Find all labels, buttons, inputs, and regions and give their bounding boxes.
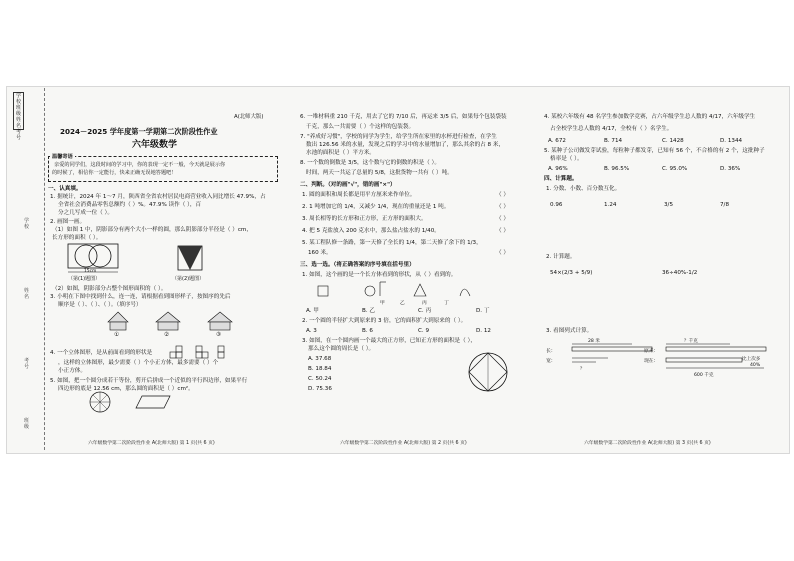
choice-3-option-b[interactable]: B. 18.84 (308, 366, 332, 372)
q2-part-2: （2）如图，阴影部分占整个图形面积的（ ）。 (52, 286, 167, 292)
diagram-2-label-b: 现在： (644, 359, 659, 364)
figure-segmented-circle (88, 390, 118, 414)
q7-line-2: 数出 126.56 米的水量，发现之后的学习中的水量增加了，那么其余的占 8 米， (306, 142, 505, 148)
page-2-footer: 六年级数学第二次阶段性作业 A(北师大版) 第 2 页(共 6 页) (340, 441, 467, 446)
choice-3-option-a[interactable]: A. 37.68 (308, 356, 332, 362)
q5-option-c[interactable]: C. 95.0% (662, 166, 688, 172)
choice-3-line-2: 那么这个圆的周长是（ ）。 (308, 346, 375, 352)
figure-square-in-circle (468, 352, 512, 396)
calc-1-item-2: 1.24 (604, 202, 617, 208)
q5-line-2: 格率是（ ）。 (550, 156, 583, 162)
q5-option-a[interactable]: A. 96% (548, 166, 568, 172)
figure-2-caption: （第(2)题图） (172, 276, 205, 282)
choice-1-option-d[interactable]: D. 丁 (476, 308, 490, 314)
diagram-2-total: 600 千克 (694, 373, 714, 378)
q4-line-1: 4. 一个立体图形，是从前面看到的形状是 (50, 350, 153, 356)
judge-4: 4. 把 5 克盐放入 200 克水中，那么盐占盐水的 1/40。 (302, 228, 440, 234)
q6-line-2: 千克，那么一共需要（ ）个这样的包装袋。 (306, 124, 415, 130)
judge-4-answer[interactable]: （ ） (496, 228, 509, 234)
choice-3-line-1: 3. 如图，在一个圆内画一个最大的正方形，已知正方形的面积是（ ）， (302, 338, 476, 344)
q3-line-1: 3. 小明在下图中找到什么，连一连，请根据看到图形样子，按图序的先后 (50, 294, 231, 300)
q7-line-3: 水池的面积是（ ）平方米。 (306, 150, 375, 156)
diagram-1-label-b: 宽： (546, 359, 556, 364)
figure-parallelogram (132, 394, 172, 410)
binding-label-school: 学校 (24, 218, 30, 230)
choice-2-option-a[interactable]: A. 3 (306, 328, 317, 334)
intro-badge: 温馨寄语 (52, 154, 73, 160)
section-4-heading: 四、计算题。 (544, 176, 578, 182)
binding-tag: 学校班级姓名考号 (13, 92, 24, 130)
calc-1-item-3: 3/5 (664, 202, 674, 208)
q5-line-2: 四边形的底是 12.56 cm，那么圆的面积是（ ）cm²。 (58, 386, 194, 392)
q1-line-2: 全省社会消费品零售总额约（ ）%。47.9% 读作（ ），百 (58, 202, 202, 208)
calc-1-item-4: 7/8 (720, 202, 730, 208)
edition-label: A(北师大版) (234, 114, 264, 120)
binding-strip (8, 88, 45, 450)
judge-1-answer[interactable]: （ ） (496, 192, 509, 198)
judge-5-answer[interactable]: （ ） (496, 250, 509, 256)
diagram-2-percent: 40% (750, 363, 761, 368)
section-2-heading: 二、判断。（对的画"√"，错的画"×"） (300, 182, 396, 188)
subject-title: 六年级数学 (132, 140, 178, 150)
q5-line-1: 5. 如图，把一个圆分成若干等份，剪开后拼成一个近似的平行四边形，如果平行 (50, 378, 248, 384)
diagram-2-top-label: ？千克 (684, 339, 698, 344)
judge-2: 2. 1 吨增加它的 1/4，又减少 1/4，现在的重量还是 1 吨。 (302, 204, 450, 210)
page-3-footer: 六年级数学第二次阶段性作业 A(北师大版) 第 3 页(共 6 页) (584, 441, 711, 446)
q6-line-1: 6. 一堆材料重 210 千克，用去了它的 7/10 后，再运来 3/5 后，如果每个包装袋装 (300, 114, 507, 120)
shape-label-4: 丁 (444, 301, 449, 306)
shape-label-3: 丙 (422, 301, 427, 306)
diagram-1-question: ？ (580, 367, 585, 372)
q4-option-b[interactable]: B. 714 (604, 138, 623, 144)
figure-shapes-row (310, 280, 510, 304)
figure-cube-views (170, 346, 230, 360)
q4-option-d[interactable]: D. 1344 (720, 138, 743, 144)
diagram-2-note: 比上次多 (742, 357, 761, 362)
binding-label-name: 姓名 (24, 288, 30, 300)
diagram-1-label-a: 长： (546, 349, 556, 354)
q4-line-3: 小正方体。 (58, 368, 86, 374)
calc-2-item-1: 54×(2/3 + 5/9) (550, 270, 593, 276)
q4-line-2: 占全校学生总人数的 4/17，全校有（ ）名学生。 (550, 126, 673, 132)
house-label-1: ① (114, 332, 120, 338)
calc-2-heading: 2. 计算题。 (546, 254, 576, 260)
shape-label-2: 乙 (400, 301, 405, 306)
choice-2: 2. 一个圆的半径扩大到原来的 3 倍，它的面积扩大到原来的（ ）。 (302, 318, 467, 324)
choice-3-option-c[interactable]: C. 50.24 (308, 376, 332, 382)
house-label-2: ② (164, 332, 170, 338)
diagram-1-top-label: 28 米 (588, 339, 600, 344)
choice-2-option-d[interactable]: D. 12 (476, 328, 491, 334)
q4-option-c[interactable]: C. 1428 (662, 138, 684, 144)
q5-option-d[interactable]: D. 36% (720, 166, 741, 172)
binding-label-id: 考号 (24, 358, 30, 370)
figure-dimension-label: 15cm (84, 269, 97, 274)
q1-line-1: 1. 据统计，2024 年 1～7 月，陕西省全省农村居民电商营业收入同比增长 47.9%，占 (50, 194, 266, 200)
judge-1: 1. 圆的面积和周长都是用平方厘米来作单位。 (302, 192, 416, 198)
q2-part-1: （1）如图 1 中，阴影部分有两个大小一样的圆，那么阴影部分半径是（ ）cm， (52, 227, 252, 233)
choice-3-option-d[interactable]: D. 75.36 (308, 386, 332, 392)
house-label-3: ③ (216, 332, 222, 338)
judge-3: 3. 周长相等的长方形和正方形，正方形的面积大。 (302, 216, 427, 222)
judge-5-line-2: 160 米。 (308, 250, 332, 256)
calc-3-heading: 3. 看图列式计算。 (546, 328, 593, 334)
q8-line-2: 时间，两天一共运了总量的 5/8，这批货物一共有（ ）吨。 (306, 170, 453, 176)
q2-part-1b: 长方形的面积（ ）。 (52, 235, 102, 241)
calc-1-item-1: 0.96 (550, 202, 563, 208)
calc-1-heading: 1. 分数、小数、百分数互化。 (546, 186, 621, 192)
judge-3-answer[interactable]: （ ） (496, 216, 509, 222)
choice-1-option-a[interactable]: A. 甲 (306, 308, 319, 314)
choice-2-option-b[interactable]: B. 6 (362, 328, 373, 334)
choice-1: 1. 如图，这个画的是一个长方体看到的形状，从（ ）看到的。 (302, 272, 457, 278)
calc-2-item-2: 36÷40%-1/2 (662, 270, 698, 276)
q4-option-a[interactable]: A. 672 (548, 138, 566, 144)
intro-line-1: 亲爱的同学们，这段时间的学习中，你的表现一定不一般，今天就是展示你 (54, 162, 226, 168)
figure-triangle-square (176, 244, 206, 274)
choice-1-option-b[interactable]: B. 乙 (362, 308, 375, 314)
q3-line-2: 顺序是（ ）、（ ）、（ ）。（填序号） (58, 302, 142, 308)
page-title: 2024－2025 学年度第一学期第二次阶段性作业 (60, 127, 218, 136)
page-1-footer: 六年级数学第二次阶段性作业 A(北师大版) 第 1 页(共 6 页) (88, 441, 215, 446)
q4-line-2: ，这样的立体图形，最少需要（ ）个小正方体，最多需要（ ）个 (58, 360, 219, 366)
choice-2-option-c[interactable]: C. 9 (418, 328, 430, 334)
q1-line-3: 分之几写成一位（ ）。 (58, 210, 113, 216)
q4-line-1: 4. 某校六年级有 48 名学生参加数学竞赛，占六年级学生总人数的 4/17，六年级学生 (544, 114, 756, 120)
q5-option-b[interactable]: B. 96.5% (604, 166, 630, 172)
q8-line-1: 8. 一个数的倒数是 3/5，这个数与它的倒数的积是（ ）。 (300, 160, 440, 166)
shape-label-1: 甲 (380, 301, 385, 306)
q5-line-1: 5. 某种子公司做发芽试验，每粒种子都发芽，已知有 56 个，不合格的有 2 个，这批种子 (544, 148, 765, 154)
q2-heading: 2. 画图一画。 (50, 219, 86, 225)
intro-line-2: 的时候了，相信你一定能行，快来正确无误地答题吧！ (52, 170, 177, 176)
judge-2-answer[interactable]: （ ） (496, 204, 509, 210)
section-3-heading: 三、选一选。（将正确答案的序号填在括号里） (300, 262, 415, 268)
judge-5-line-1: 5. 某工程队修一条路，第一天修了全长的 1/4，第二天修了余下的 1/3， (302, 240, 482, 246)
diagram-2-label-a: 原来： (644, 349, 659, 354)
figure-houses (108, 310, 258, 336)
section-1-heading: 一、认真填。 (48, 186, 82, 192)
figure-1-caption: （第(1)题图） (68, 276, 101, 282)
choice-1-option-c[interactable]: C. 丙 (418, 308, 432, 314)
binding-label-class: 班级 (24, 418, 30, 430)
q7-line-1: 7. "养成好习惯"，学校的同学为学生，给学生所在家里的水杯进行检查，在学生 (300, 134, 497, 140)
